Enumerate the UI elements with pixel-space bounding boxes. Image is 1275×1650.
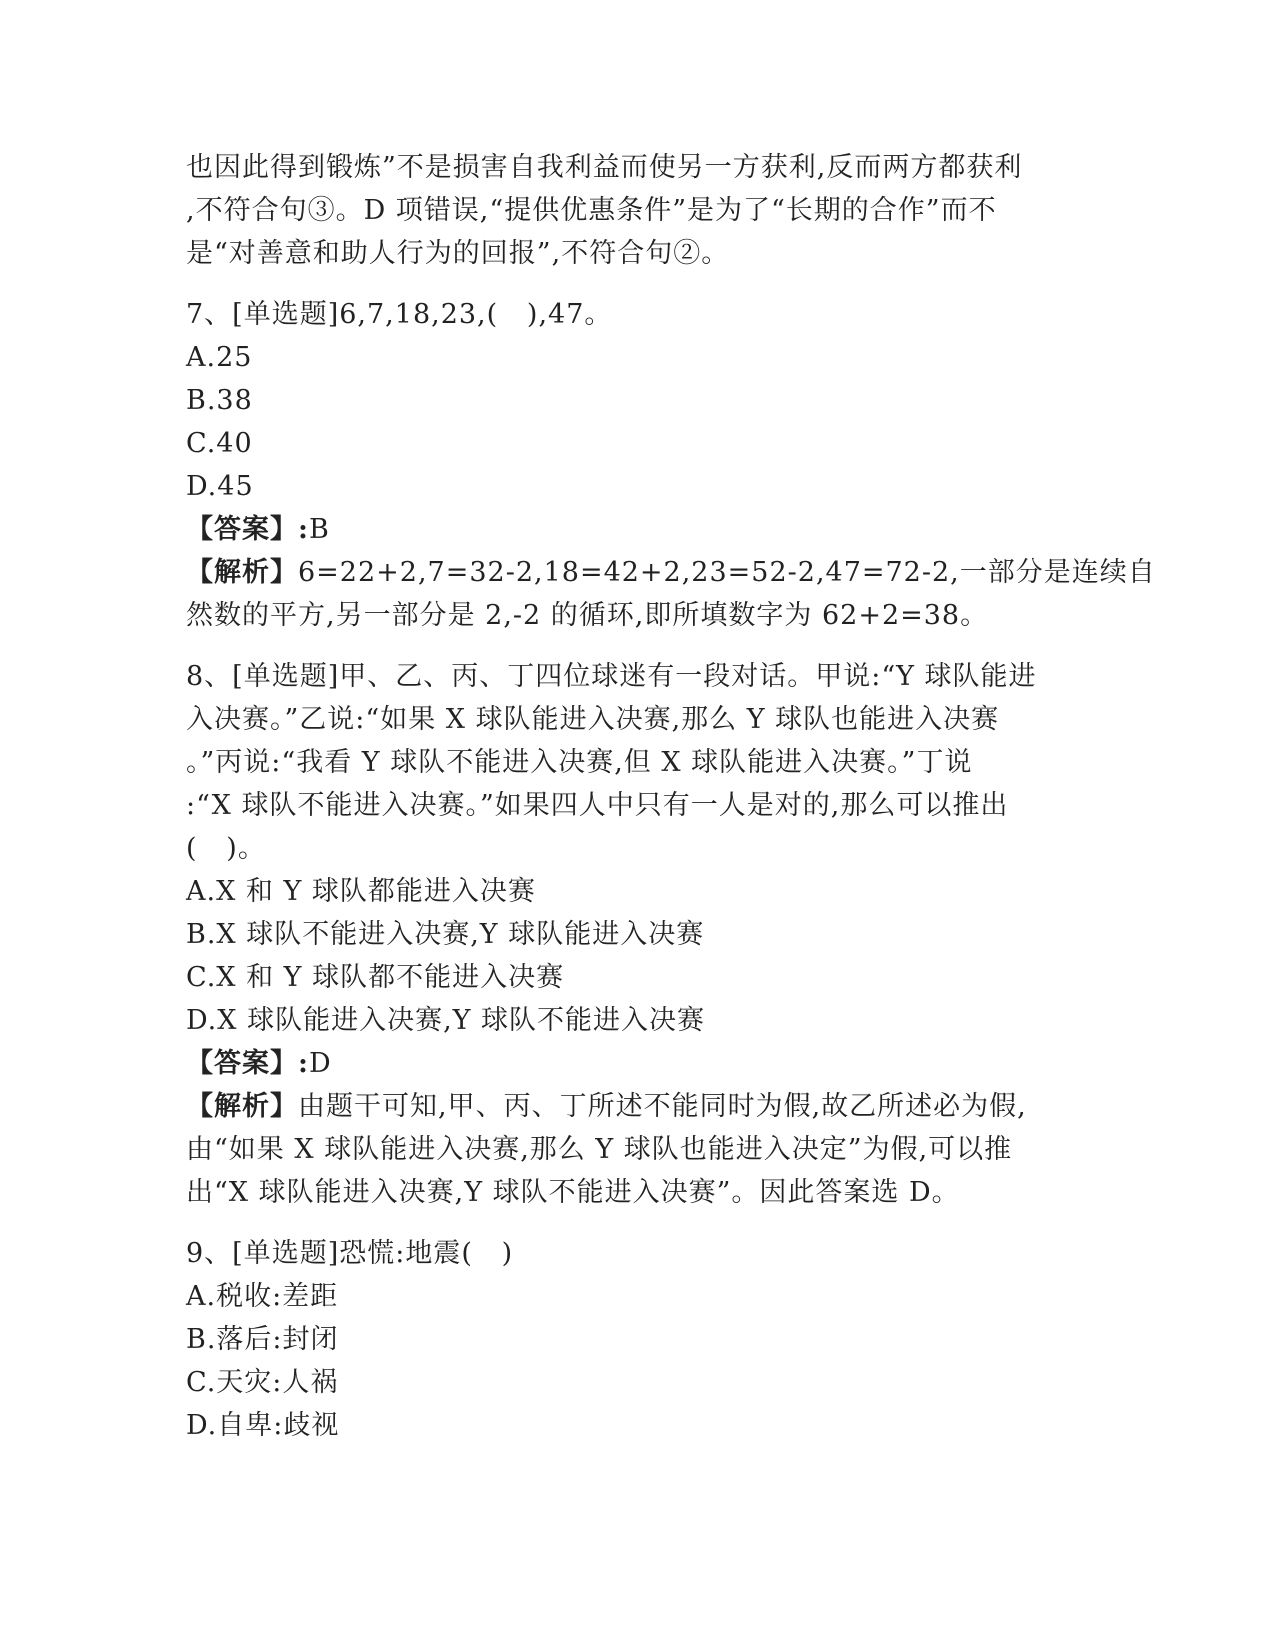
answer-value: D: [308, 1048, 332, 1079]
question-9: [186, 1232, 1086, 1447]
option-b: B.X 球队不能进入决赛,Y 球队能进入决赛: [186, 919, 705, 950]
option-d: D.X 球队能进入决赛,Y 球队不能进入决赛: [186, 1005, 706, 1036]
question-stem: :“X 球队不能进入决赛。”如果四人中只有一人是对的,那么可以推出: [186, 790, 1009, 821]
option-c: C.X 和 Y 球队都不能进入决赛: [186, 962, 565, 993]
text-line: ,不符合句③。D 项错误,“提供优惠条件”是为了“长期的合作”而不: [186, 195, 997, 226]
option-a: A.税收:差距: [186, 1281, 339, 1312]
analysis-line: [186, 1085, 1086, 1128]
document-page: [186, 146, 1156, 1447]
question-stem: 9、[单选题]恐慌:地震( ): [186, 1238, 514, 1269]
option-c: C.40: [186, 428, 253, 459]
analysis-text: 由“如果 X 球队能进入决赛,那么 Y 球队也能进入决定”为假,可以推: [186, 1134, 1013, 1165]
answer-line: [186, 1042, 1086, 1085]
option-d: D.45: [186, 471, 254, 502]
option-b: B.落后:封闭: [186, 1324, 339, 1355]
analysis-line: [186, 551, 1156, 594]
question-8: [186, 655, 1086, 1214]
question-stem: 。”丙说:“我看 Y 球队不能进入决赛,但 X 球队能进入决赛。”丁说: [186, 747, 973, 778]
question-stem: 8、[单选题]甲、乙、丙、丁四位球迷有一段对话。甲说:“Y 球队能进: [186, 661, 1037, 692]
question-6-analysis-tail: [186, 146, 1086, 275]
analysis-label: 【解析】: [186, 557, 298, 588]
option-d: D.自卑:歧视: [186, 1410, 340, 1441]
option-c: C.天灾:人祸: [186, 1367, 339, 1398]
text-line: 是“对善意和助人行为的回报”,不符合句②。: [186, 238, 730, 269]
analysis-text: 由题干可知,甲、丙、丁所述不能同时为假,故乙所述必为假,: [298, 1091, 1027, 1122]
analysis-text: 6=22+2,7=32-2,18=42+2,23=52-2,47=72-2,一部分是连续自: [298, 557, 1156, 588]
analysis-label: 【解析】: [186, 1091, 298, 1122]
answer-line: [186, 508, 1086, 551]
analysis-text: 出“X 球队能进入决赛,Y 球队不能进入决赛”。因此答案选 D。: [186, 1177, 960, 1208]
option-b: B.38: [186, 385, 253, 416]
text-line: 也因此得到锻炼”不是损害自我利益而使另一方获利,反而两方都获利: [186, 152, 1023, 183]
question-7: [186, 293, 1156, 637]
answer-label: 【答案】:: [186, 1048, 309, 1079]
answer-label: 【答案】:: [186, 514, 309, 545]
question-stem: 入决赛。”乙说:“如果 X 球队能进入决赛,那么 Y 球队也能进入决赛: [186, 704, 1000, 735]
question-stem: ( )。: [186, 833, 266, 864]
answer-value: B: [308, 514, 330, 545]
option-a: A.X 和 Y 球队都能进入决赛: [186, 876, 536, 907]
analysis-text: 然数的平方,另一部分是 2,-2 的循环,即所填数字为 62+2=38。: [186, 600, 989, 631]
option-a: A.25: [186, 342, 253, 373]
question-stem: 7、[单选题]6,7,18,23,( ),47。: [186, 299, 613, 330]
